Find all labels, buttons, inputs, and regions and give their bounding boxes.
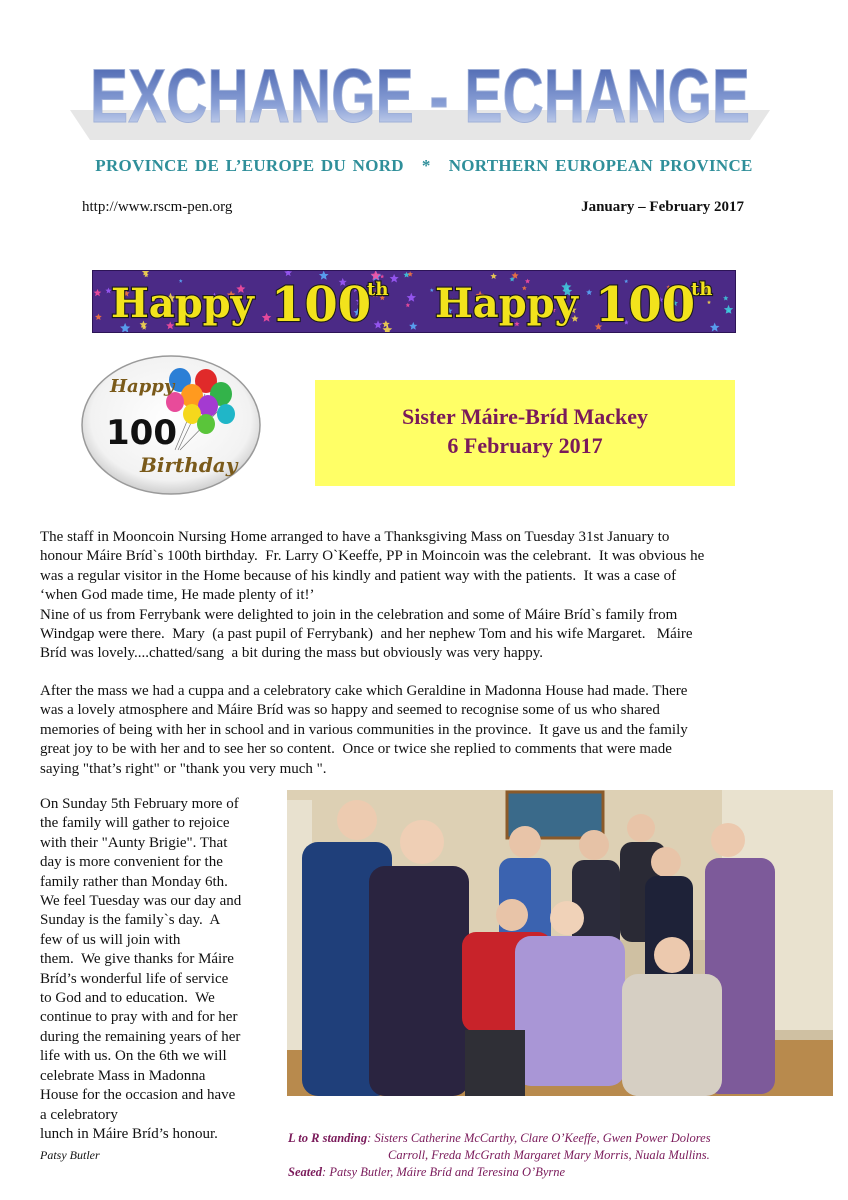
star-icon: [403, 272, 409, 278]
star-icon: [723, 295, 728, 300]
logo-100-text: 100: [106, 413, 177, 453]
article-line: Bríd was lovely....chatted/sang a bit during the mass but obviously was very happy.: [40, 645, 543, 662]
star-icon: [406, 303, 411, 307]
star-icon: [374, 320, 383, 328]
article-line: with their "Aunty Brigie". That: [40, 834, 228, 851]
article-line: was a regular visitor in the Home because of his kindly and patient way with the patients. It was a case of: [40, 567, 677, 584]
title-box: [315, 380, 735, 486]
group-photo: [287, 790, 833, 1096]
happy-100th-banner: [92, 270, 736, 333]
banner-suffix-2: th: [691, 279, 713, 300]
star-icon: [407, 293, 416, 302]
article-line: saying "that’s right" or "thank you very much ".: [40, 760, 327, 777]
masthead-text: EXCHANGE - ECHANGE: [90, 54, 750, 139]
article-line: Sunday is the family`s day. A: [40, 912, 221, 929]
star-icon: [409, 322, 417, 330]
title-name: Sister Máire-Bríd Mackey: [401, 404, 649, 429]
article-line: was a lovely atmosphere and Máire Bríd was so happy and seemed to recognise some of us who shared: [40, 702, 660, 719]
article-line: ‘when God made time, He made plenty of it!’: [40, 587, 315, 604]
province-line: [0, 156, 848, 176]
article-paragraph-1: [40, 528, 810, 664]
masthead-title: [60, 40, 780, 150]
banner-number-1: 100: [271, 277, 372, 332]
article-line: life with us. On the 6th we will: [40, 1048, 227, 1065]
banner-happy-2: Happy: [435, 280, 578, 327]
article-line: family rather than Monday 6th.: [40, 873, 228, 890]
article-paragraph-3: [40, 795, 280, 1144]
star-icon: [382, 320, 390, 327]
banner-suffix-1: th: [367, 279, 389, 300]
article-line: The staff in Mooncoin Nursing Home arranged to have a Thanksgiving Mass on Tuesday 31st January to: [40, 529, 670, 545]
issue-date: January – February 2017: [581, 199, 744, 215]
article-line: We feel Tuesday was our day and: [40, 893, 242, 910]
star-icon: [490, 273, 497, 279]
article-line: On Sunday 5th February more of: [40, 796, 239, 812]
happy-birthday-logo: [80, 354, 262, 496]
star-icon: [95, 314, 102, 320]
banner-number-2: 100: [595, 277, 696, 332]
article-line: Nine of us from Ferrybank were delighted to join in the celebration and some of Máire Bríd`s family from: [40, 606, 678, 623]
star-icon: [430, 288, 434, 292]
article-line: After the mass we had a cuppa and a celebratory cake which Geraldine in Madonna House had made. There: [40, 683, 688, 699]
star-icon: [512, 272, 519, 279]
article-line: the family will gather to rejoice: [40, 815, 230, 832]
article-line: to God and to education. We: [40, 990, 215, 1007]
article-line: Windgap were there. Mary (a past pupil of Ferrybank) and her nephew Tom and his wife Margaret. Máire: [40, 626, 693, 643]
title-date: 6 February 2017: [447, 433, 603, 458]
province-fr: PROVINCE DE L’EUROPE DU NORD: [95, 156, 404, 175]
province-separator: *: [421, 156, 431, 175]
website-url[interactable]: http://www.rscm-pen.org: [82, 199, 233, 215]
caption-standing-line2: Carroll, Freda McGrath Margaret Mary Morris, Nuala Mullins.: [388, 1148, 710, 1162]
star-icon: [586, 289, 592, 295]
logo-birthday-text: Birthday: [140, 453, 238, 477]
star-icon: [94, 289, 102, 296]
article-line: them. We give thanks for Máire: [40, 951, 234, 968]
article-line: a celebratory: [40, 1106, 118, 1123]
article-line: few of us will join with: [40, 931, 181, 948]
author-signature: Patsy Butler: [40, 1148, 100, 1162]
article-paragraph-2: [40, 682, 810, 779]
photo-caption: [288, 1130, 808, 1181]
article-line: great joy to be with her and to see her so content. Once or twice she replied to comments that were made: [40, 741, 672, 758]
star-icon: [284, 271, 292, 276]
article-line: during the remaining years of her: [40, 1028, 241, 1045]
caption-seated-label: Seated: [288, 1165, 323, 1179]
article-line: celebrate Mass in Madonna: [40, 1067, 206, 1084]
caption-standing-line1: : Sisters Catherine McCarthy, Clare O’Keeffe, Gwen Power Dolores: [367, 1131, 711, 1145]
article-line: lunch in Máire Bríd’s honour.: [40, 1125, 218, 1142]
article-line: Bríd’s wonderful life of service: [40, 970, 229, 987]
star-icon: [707, 300, 711, 304]
logo-happy-text: Happy: [110, 376, 175, 397]
article-line: House for the occasion and have: [40, 1087, 236, 1104]
caption-standing-label: L to R standing: [288, 1131, 368, 1145]
article-line: day is more convenient for the: [40, 854, 223, 871]
caption-seated-text: : Patsy Butler, Máire Bríd and Teresina O’Byrne: [322, 1165, 566, 1179]
article-line: continue to pray with and for her: [40, 1009, 238, 1026]
banner-happy-1: Happy: [111, 280, 254, 327]
article-line: memories of being with her in school and in various communities in the province. It gave us and the family: [40, 721, 688, 738]
province-en: NORTHERN EUROPEAN PROVINCE: [448, 156, 753, 175]
article-line: honour Máire Bríd`s 100th birthday. Fr. Larry O`Keeffe, PP in Moincoin was the celebrant. It was obvious he: [40, 548, 705, 565]
star-icon: [710, 323, 720, 332]
star-icon: [262, 313, 272, 322]
star-icon: [390, 274, 399, 283]
